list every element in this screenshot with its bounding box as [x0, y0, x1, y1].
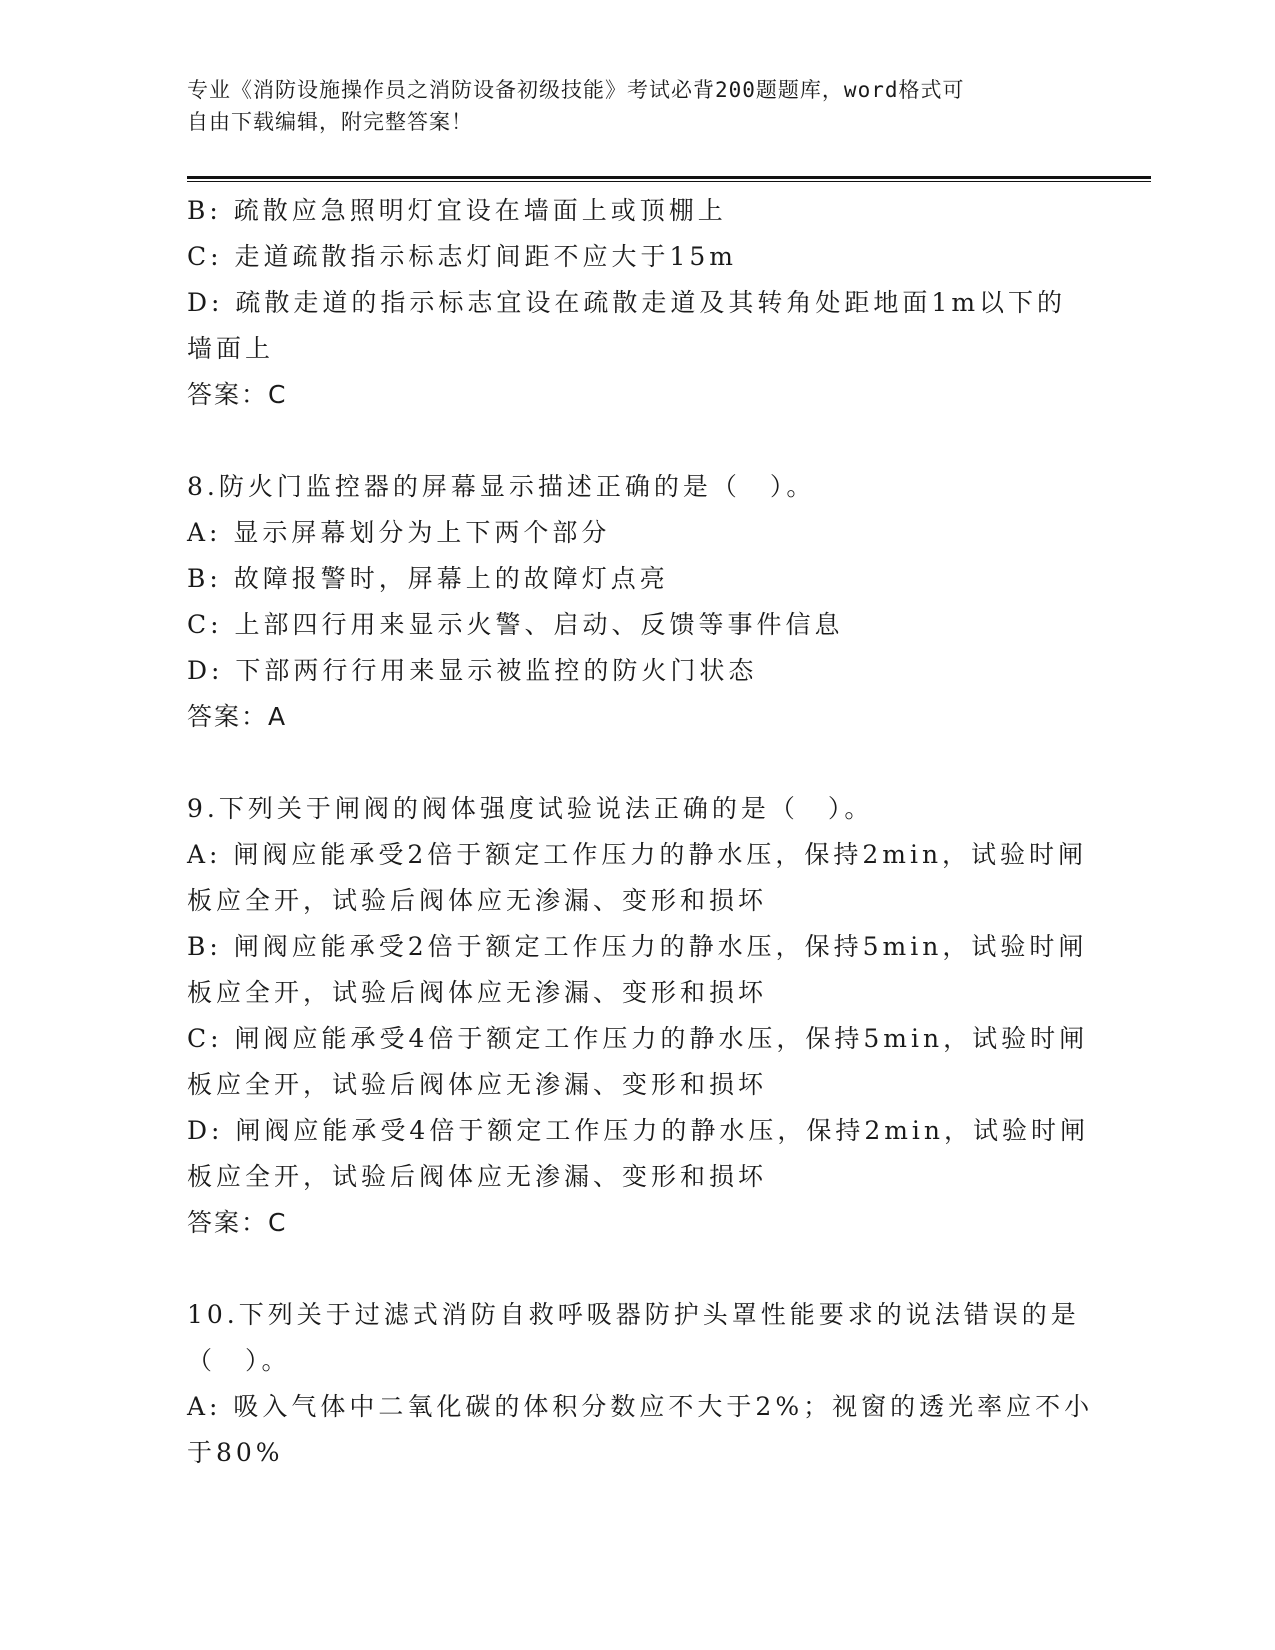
- question-block: [187, 786, 1090, 1246]
- answer-line: 答案：C: [187, 1208, 288, 1237]
- option-line: C: 走道疏散指示标志灯间距不应大于15m: [187, 242, 738, 271]
- answer-line: 答案：C: [187, 380, 288, 409]
- question-block: [187, 188, 1087, 418]
- option-line: 板应全开，试验后阀体应无渗漏、变形和损坏: [187, 1162, 768, 1191]
- question-content: [187, 188, 1094, 1476]
- header-line-2: 自由下载编辑，附完整答案！: [187, 110, 473, 134]
- option-line: 于80%: [187, 1438, 284, 1467]
- question-stem: 10.下列关于过滤式消防自救呼吸器防护头罩性能要求的说法错误的是: [187, 1300, 1080, 1329]
- option-line: A: 闸阀应能承受2倍于额定工作压力的静水压，保持2min，试验时闸: [187, 840, 1088, 869]
- option-line: 板应全开，试验后阀体应无渗漏、变形和损坏: [187, 1070, 768, 1099]
- block-spacer: [187, 740, 1087, 786]
- option-line: A: 显示屏幕划分为上下两个部分: [187, 518, 611, 547]
- option-line: C: 上部四行用来显示火警、启动、反馈等事件信息: [187, 610, 844, 639]
- block-spacer: [187, 418, 1087, 464]
- option-line: C: 闸阀应能承受4倍于额定工作压力的静水压，保持5min，试验时闸: [187, 1024, 1089, 1053]
- option-line: D: 疏散走道的指示标志宜设在疏散走道及其转角处距地面1m以下的: [187, 288, 1067, 317]
- option-line: 板应全开，试验后阀体应无渗漏、变形和损坏: [187, 978, 768, 1007]
- option-line: D: 闸阀应能承受4倍于额定工作压力的静水压，保持2min，试验时闸: [187, 1116, 1090, 1145]
- question-stem: 8.防火门监控器的屏幕显示描述正确的是（ ）。: [187, 472, 816, 501]
- answer-line: 答案：A: [187, 702, 288, 731]
- question-stem: 9.下列关于闸阀的阀体强度试验说法正确的是（ ）。: [187, 794, 874, 823]
- question-stem: （ ）。: [187, 1346, 291, 1375]
- option-line: B: 疏散应急照明灯宜设在墙面上或顶棚上: [187, 196, 727, 225]
- question-block: [187, 464, 1087, 740]
- option-line: 板应全开，试验后阀体应无渗漏、变形和损坏: [187, 886, 768, 915]
- option-line: B: 闸阀应能承受2倍于额定工作压力的静水压，保持5min，试验时闸: [187, 932, 1088, 961]
- block-spacer: [187, 1246, 1087, 1292]
- option-line: A: 吸入气体中二氧化碳的体积分数应不大于2%；视窗的透光率应不小: [187, 1392, 1094, 1421]
- header-divider-thick: [187, 176, 1151, 179]
- option-line: B: 故障报警时，屏幕上的故障灯点亮: [187, 564, 669, 593]
- document-header: [187, 74, 1067, 138]
- header-line-1: 专业《消防设施操作员之消防设备初级技能》考试必背200题题库，word格式可: [187, 78, 965, 102]
- option-line: D: 下部两行行用来显示被监控的防火门状态: [187, 656, 758, 685]
- question-block: [187, 1292, 1094, 1476]
- option-line: 墙面上: [187, 334, 275, 363]
- header-divider-thin: [187, 181, 1151, 182]
